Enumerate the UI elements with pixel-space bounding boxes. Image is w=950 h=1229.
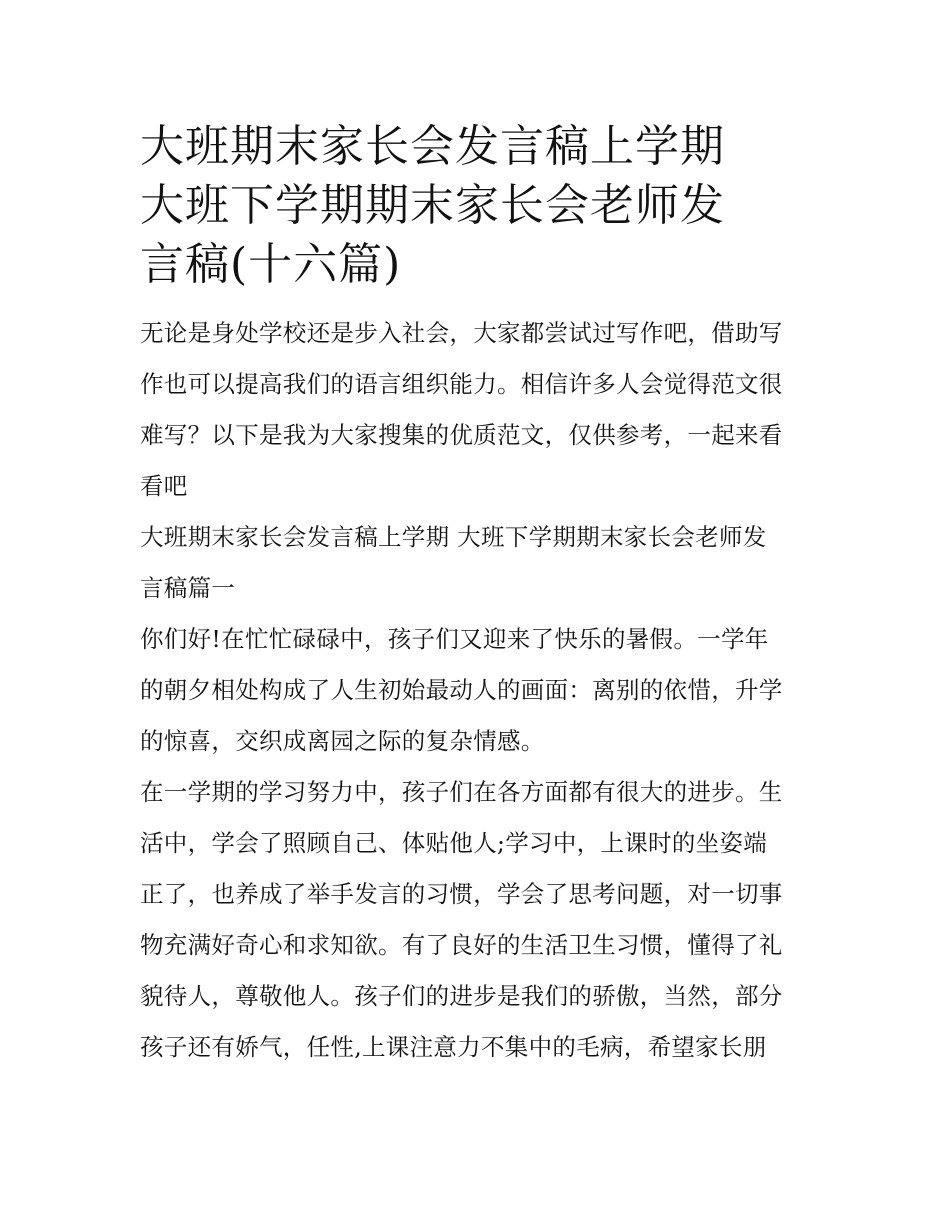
text-line: 言稿篇一 — [140, 574, 236, 602]
text-line: 看吧 — [140, 472, 188, 500]
text-line: 的朝夕相处构成了人生初始最动人的画面：离别的依惜，升学 — [140, 676, 783, 704]
text-line: 活中，学会了照顾自己、体贴他人;学习中，上课时的坐姿端 — [140, 829, 768, 857]
text-line: 难写？以下是我为大家搜集的优质范文，仅供参考，一起来看 — [140, 421, 783, 449]
text-line: 你们好!在忙忙碌碌中，孩子们又迎来了快乐的暑假。一学年 — [140, 625, 769, 653]
body-paragraph — [140, 614, 815, 767]
intro-paragraph — [140, 308, 815, 512]
title-line: 言稿(十六篇) — [140, 239, 402, 290]
text-line: 貌待人，尊敬他人。孩子们的进步是我们的骄傲，当然，部分 — [140, 982, 783, 1010]
text-line: 物充满好奇心和求知欲。有了良好的生活卫生习惯，懂得了礼 — [140, 931, 783, 959]
text-line: 正了，也养成了举手发言的习惯，学会了思考问题，对一切事 — [140, 880, 783, 908]
body-paragraph — [140, 767, 815, 1073]
text-line: 作也可以提高我们的语言组织能力。相信许多人会觉得范文很 — [140, 370, 783, 398]
text-line: 无论是身处学校还是步入社会，大家都尝试过写作吧，借助写 — [140, 319, 783, 347]
section-heading — [140, 512, 815, 614]
text-line: 孩子还有娇气，任性,上课注意力不集中的毛病，希望家长朋 — [140, 1033, 767, 1061]
title-line: 大班期末家长会发言稿上学期 — [140, 121, 725, 172]
text-line: 大班期末家长会发言稿上学期 大班下学期期末家长会老师发 — [140, 523, 767, 551]
title-line: 大班下学期期末家长会老师发 — [140, 180, 725, 231]
text-line: 的惊喜，交织成离园之际的复杂情感。 — [140, 727, 545, 755]
document-page — [140, 118, 815, 1073]
document-title — [140, 118, 815, 294]
text-line: 在一学期的学习努力中，孩子们在各方面都有很大的进步。生 — [140, 778, 783, 806]
